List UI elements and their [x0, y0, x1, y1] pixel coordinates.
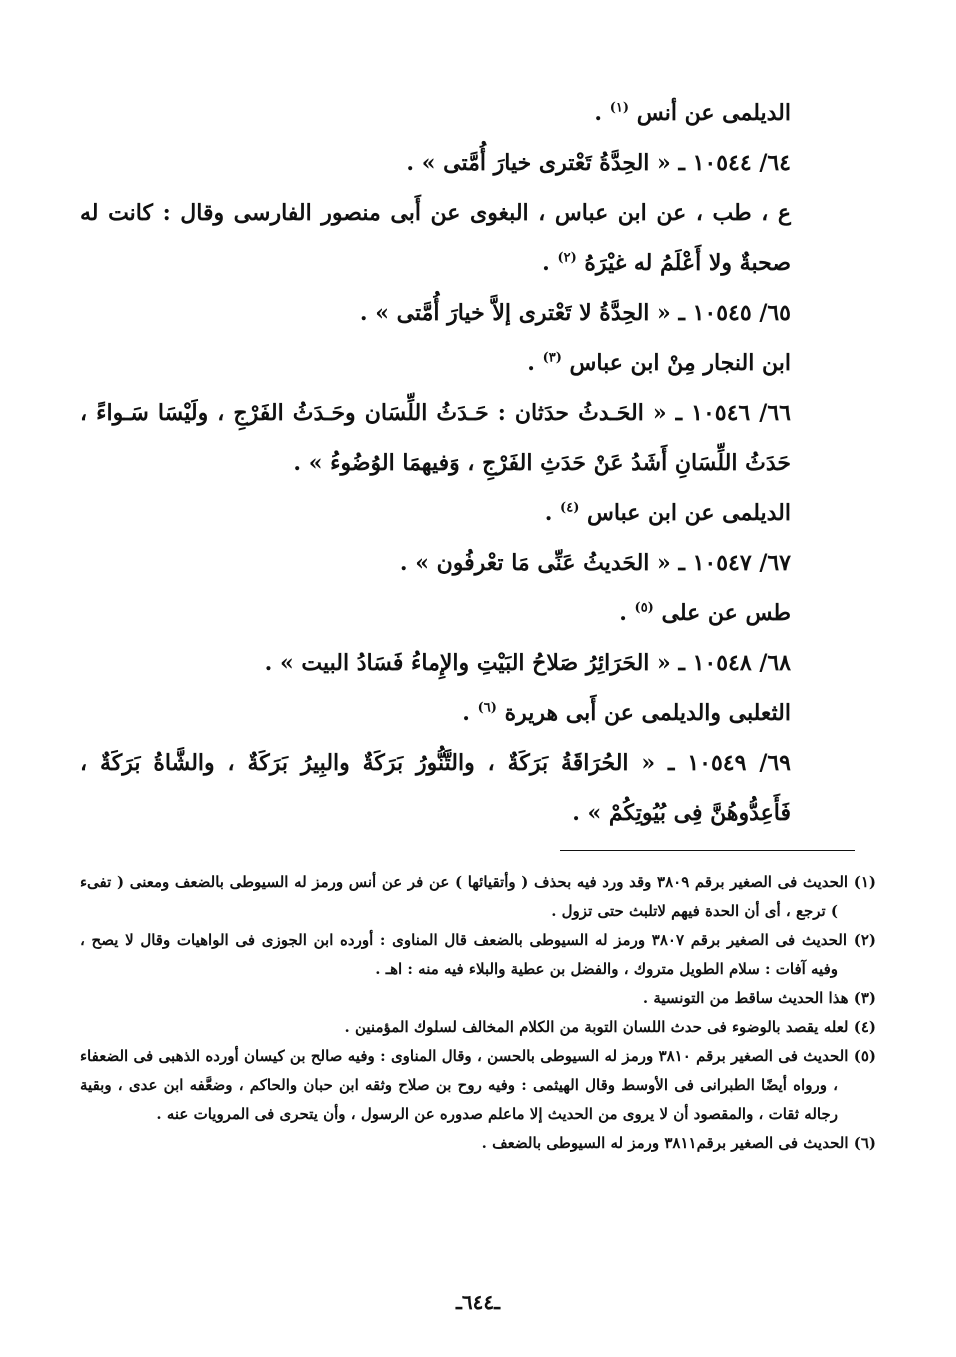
- footnote-ref: (١): [609, 100, 630, 116]
- source-text: الثعلبى والديلمى عن أَبى هريرة: [504, 700, 791, 726]
- main-text-block: [80, 88, 876, 838]
- hadith-line: ٦٤/ ١٠٥٤٤ ـ « الحِدَّةُ تَعْترى خيارَ أُمَّتى » .: [406, 150, 791, 176]
- footnote-separator: [560, 850, 855, 851]
- source-text: ع ، طب ، عن ابن عباس ، البغوى عن أَبى منصور الفارسى وقال : كانت له صحبةٌ ولا أَعْلَمُ له غيْرَهُ: [80, 200, 791, 276]
- hadith-line: ٦٧/ ١٠٥٤٧ ـ « الحَديثُ عَنِّى مَا تعْرفُون » .: [399, 550, 791, 576]
- hadith-line: ٦٥/ ١٠٥٤٥ ـ « الحِدَّةُ لا تَعْترى إلاَّ خيارَ أُمَّتى » .: [359, 300, 791, 326]
- footnote: (٦) الحديث فى الصغير برقم٣٨١١ ورمز له السيوطى بالضعف .: [481, 1134, 876, 1152]
- period: .: [544, 500, 553, 526]
- source-line: [80, 338, 876, 388]
- footnote-ref: (٣): [542, 350, 562, 366]
- source-line: [80, 188, 876, 288]
- source-line: [80, 588, 876, 638]
- footnote: (٣) هذا الحديث ساقط من التونسية .: [642, 989, 876, 1007]
- footnote-ref: (٤): [560, 500, 580, 516]
- footnote: (١) الحديث فى الصغير برقم ٣٨٠٩ وقد ورد فيه بحذف ( وأتقيائها ) عن فر عن أنس ورمز له السيوطى بالضعف ومعنى ( تفىء ) ترجع ، أى أن الحدة فيهم لاتلبث حتى تزول .: [80, 873, 877, 920]
- hadith-line: ٦٩/ ١٠٥٤٩ ـ « الحُرَاقَةُ بَرَكَةٌ ، والتَّنُّورُ بَرَكَةٌ والبِيرُ بَرَكَةٌ ، والشَّاةُ بَرَكَةٌ ، فَأَعِدُّوهُنَّ فِى بُيُوتِكُمْ » .: [80, 750, 791, 826]
- footnote: (٤) لعله يقصد بالوضوء فى حدث اللسان التوبة من الكلام المخالف لسلوك المؤمنين .: [344, 1018, 876, 1036]
- footnote: (٥) الحديث فى الصغير برقم ٣٨١٠ ورمز له السيوطى بالحسن ، وقال المناوى : وفيه صالح بن كيسان أورده الذهبى فى الضعفاء ، ورواه أيضًا الطبرانى فى الأوسط وقال الهيثمى : وفيه روح بن صلاح وثقه ابن حبان والحاكم ، وضعَّفه ابن عدى ، وبقية رجاله ثقات ، والمقصود أن لا يروى من الحديث إلا ماعلم صدوره عن الرسول ، وأن يتحرى فى المرويات عنه .: [80, 1047, 877, 1123]
- hadith-line: ٦٨/ ١٠٥٤٨ ـ « الحَرَائِرُ صَلاحُ البَيْتِ والإِماءُ فَسَادُ البيت » .: [264, 650, 791, 676]
- footnote: (٢) الحديث فى الصغير برقم ٣٨٠٧ ورمز له السيوطى بالضعف قال المناوى : أورده ابن الجوزى فى الواهيات وقال لا يصح ، وفيه آفات : سلام الطويل متروك ، والفضل بن عطية والبلاء فيه منه : اهـ .: [80, 931, 877, 978]
- period: .: [619, 600, 627, 626]
- hadith-line: ٦٦/ ١٠٥٤٦ ـ « الحَـدثُ حدَثان : حَـدَثُ اللِّسَان وحَـدَثُ الفَرْجِ ، ولَيْسَا سَـواءً ، حَدَثُ اللِّسَانِ أَشَدُ عَنْ حَدَثِ الفَرْجِ ، وَفيهمَا الوُضُوءُ » .: [80, 400, 791, 476]
- source-text: طس عن على: [661, 600, 791, 626]
- source-line: [80, 88, 876, 138]
- footnotes-block: [80, 868, 876, 1158]
- page-number: ـ٦٤٤ـ: [456, 1290, 500, 1314]
- source-line: [80, 488, 876, 538]
- period: .: [594, 100, 603, 126]
- source-text: ابن النجار مِنْ ابن عباس: [569, 350, 791, 376]
- source-text: الديلمى عن أنس: [636, 100, 791, 126]
- footnote-ref: (٥): [634, 600, 654, 616]
- source-text: الديلمى عن ابن عباس: [587, 500, 791, 526]
- footnote-ref: (٦): [477, 700, 497, 716]
- period: .: [462, 700, 470, 726]
- period: .: [527, 350, 535, 376]
- source-line: [80, 688, 876, 738]
- period: .: [542, 250, 550, 276]
- footnote-ref: (٢): [557, 250, 577, 266]
